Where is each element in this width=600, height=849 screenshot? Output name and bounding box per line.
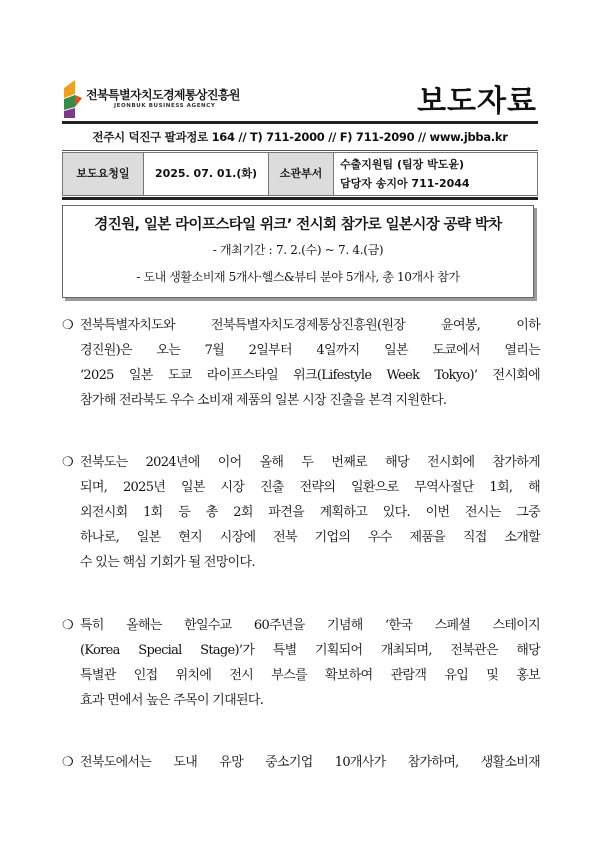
headline-participants: - 도내 생활소비재 5개사·헬스&뷰티 분야 5개사, 총 10개사 참가 <box>136 270 460 284</box>
paragraph-line: ‘2025 일본 도쿄 라이프스타일 위크(Lifestyle Week Tokyo)’ 전시회에 <box>80 368 540 383</box>
headline-box <box>62 205 534 298</box>
paragraph-line: 전북도에서는 도내 유망 중소기업 10개사가 참가하며, 생활소비재 <box>80 755 540 770</box>
header-bottom-rule <box>62 197 538 200</box>
dept-contact: 담당자 송지아 711-2044 <box>334 175 538 196</box>
paragraph-line: 특히 올해는 한일수교 60주년을 기념해 ‘한국 스페셜 스테이지 <box>80 618 540 633</box>
paragraph-line: 전북도는 2024년에 이어 올해 두 번째로 해당 전시회에 참가하게 <box>80 455 540 470</box>
info-table <box>62 152 538 196</box>
paragraph-line: 수 있는 핵심 기회가 될 전망이다. <box>80 555 255 570</box>
bullet-icon: ❍ <box>62 755 73 770</box>
dept-team: 수출지원팀 (팀장 박도윤) <box>334 153 538 175</box>
org-name-en: JEONBUK BUSINESS AGENCY <box>114 103 216 109</box>
paragraph-2 <box>62 450 540 575</box>
org-name-ko: 전북특별자치도경제통상진흥원 <box>86 88 240 102</box>
address-line: 전주시 덕진구 팔과정로 164 // T) 711-2000 // F) 711-2090 // www.jbba.kr <box>92 130 508 144</box>
bullet-icon: ❍ <box>62 318 73 333</box>
header-mid-rule <box>62 150 538 151</box>
logo-mark-icon <box>62 78 84 120</box>
paragraph-1 <box>62 313 540 413</box>
paragraph-line: (Korea Special Stage)’가 특별 기획되어 개최되며, 전북관은 해당 <box>80 643 540 658</box>
headline-title: 경진원, 일본 라이프스타일 위크’ 전시회 참가로 일본시장 공략 박차 <box>94 217 502 233</box>
bullet-icon: ❍ <box>62 618 73 633</box>
paragraph-line: 되며, 2025년 일본 시장 진출 전략의 일환으로 무역사절단 1회, 해 <box>80 480 540 495</box>
paragraph-line: 참가해 전라북도 우수 소비재 제품의 일본 시장 진출을 본격 지원한다. <box>80 393 447 408</box>
paragraph-line: 하나로, 일본 현지 시장에 전북 기업의 우수 제품을 직접 소개할 <box>80 530 540 545</box>
header-top-rule <box>62 121 538 124</box>
paragraph-4 <box>62 750 540 775</box>
headline-period: - 개최기간 : 7. 2.(수) ~ 7. 4.(금) <box>212 243 384 257</box>
paragraph-line: 특별관 인접 위치에 전시 부스를 확보하여 관람객 유입 및 홍보 <box>80 668 540 683</box>
request-date-value: 2025. 07. 01.(화) <box>144 153 269 196</box>
dept-label: 소관부서 <box>269 153 334 196</box>
request-date-label: 보도요청일 <box>63 153 144 196</box>
paragraph-line: 효과 면에서 높은 주목이 기대된다. <box>80 693 264 708</box>
org-logo <box>62 78 252 120</box>
document-type-title: 보도자료 <box>417 84 537 119</box>
bullet-icon: ❍ <box>62 455 73 470</box>
paragraph-line: 전북특별자치도와 전북특별자치도경제통상진흥원(원장 윤여봉, 이하 <box>80 318 540 333</box>
paragraph-3 <box>62 613 540 713</box>
paragraph-line: 경진원)은 오는 7월 2일부터 4일까지 일본 도쿄에서 열리는 <box>80 343 540 358</box>
paragraph-line: 외전시회 1회 등 총 2회 파견을 계획하고 있다. 이번 전시는 그중 <box>80 505 540 520</box>
